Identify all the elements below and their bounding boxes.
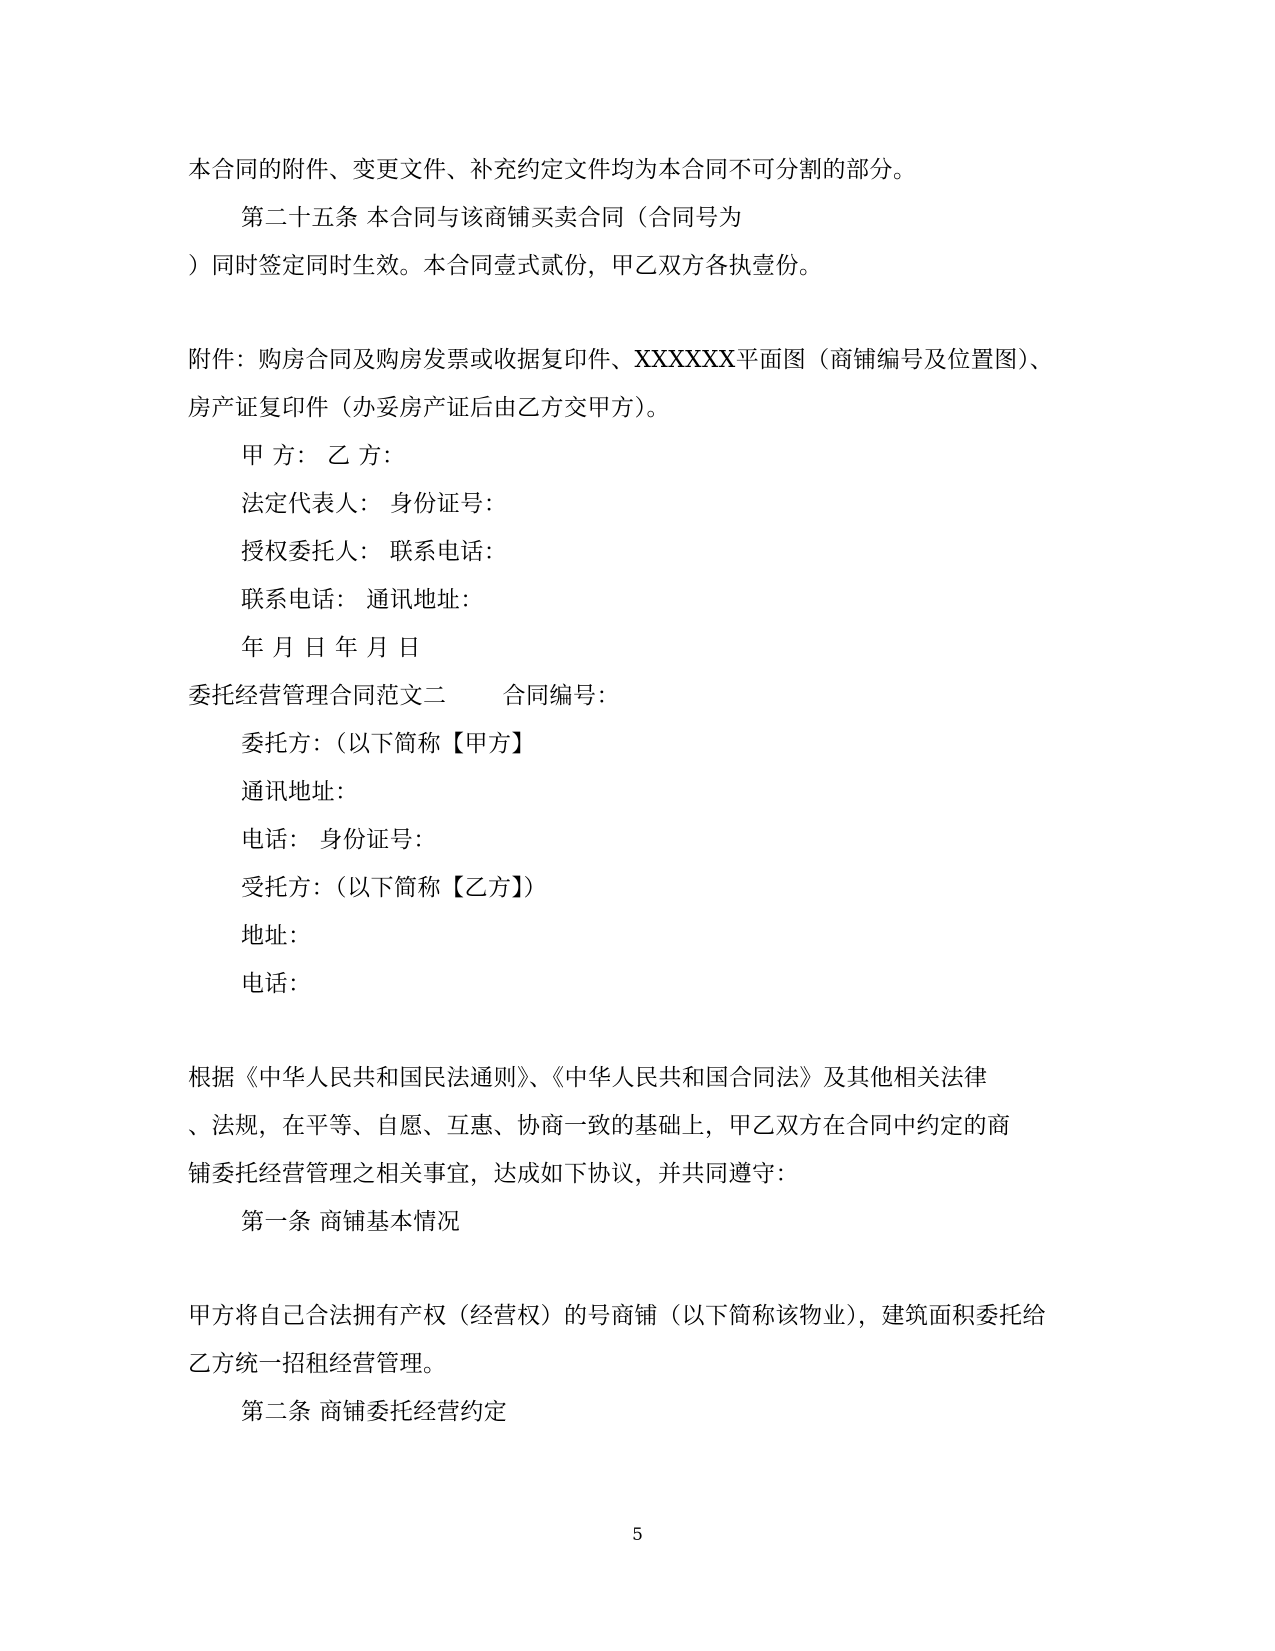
signature-field-line: 联系电话： 通讯地址： xyxy=(241,587,484,613)
text-line: ）同时签定同时生效。本合同壹式贰份，甲乙双方各执壹份。 xyxy=(188,253,823,279)
phone-field: 电话： xyxy=(241,971,312,997)
text-line: 本合同的附件、变更文件、补充约定文件均为本合同不可分割的部分。 xyxy=(188,157,917,183)
signature-field-line: 授权委托人： 联系电话： xyxy=(241,539,508,565)
attachments-line: 附件：购房合同及购房发票或收据复印件、XXXXXX平面图（商铺编号及位置图）、 xyxy=(188,347,1054,373)
phone-id-field: 电话： 身份证号： xyxy=(241,827,437,853)
text-line: 房产证复印件（办妥房产证后由乙方交甲方）。 xyxy=(188,395,670,421)
address-field: 通讯地址： xyxy=(241,779,359,805)
article-2-heading: 第二条 商铺委托经营约定 xyxy=(241,1399,508,1425)
preamble-line: 根据《中华人民共和国民法通则》、《中华人民共和国合同法》及其他相关法律 xyxy=(188,1065,988,1091)
preamble-line: 、法规，在平等、自愿、互惠、协商一致的基础上，甲乙双方在合同中约定的商 xyxy=(188,1113,1011,1139)
article-1-body: 乙方统一招租经营管理。 xyxy=(188,1351,447,1377)
contract-title-line xyxy=(188,681,620,711)
page-number: 5 xyxy=(632,1525,643,1545)
article-1-body: 甲方将自己合法拥有产权（经营权）的号商铺（以下简称该物业），建筑面积委托给 xyxy=(188,1303,1046,1329)
preamble-line: 铺委托经营管理之相关事宜，达成如下协议，并共同遵守： xyxy=(188,1161,799,1187)
date-line: 年 月 日 年 月 日 xyxy=(241,635,422,661)
contract-number-label: 合同编号： xyxy=(502,683,620,709)
contract-title: 委托经营管理合同范文二 xyxy=(188,683,447,709)
signature-field-line: 法定代表人： 身份证号： xyxy=(241,491,508,517)
article-25-line: 第二十五条 本合同与该商铺买卖合同（合同号为 xyxy=(241,205,743,231)
article-1-heading: 第一条 商铺基本情况 xyxy=(241,1209,461,1235)
entrusting-party-line: 委托方：（以下简称【甲方】 xyxy=(241,731,535,757)
address-field: 地址： xyxy=(241,923,312,949)
entrusted-party-line: 受托方：（以下简称【乙方】） xyxy=(241,875,547,901)
party-a-b-line: 甲 方： 乙 方： xyxy=(241,443,406,469)
